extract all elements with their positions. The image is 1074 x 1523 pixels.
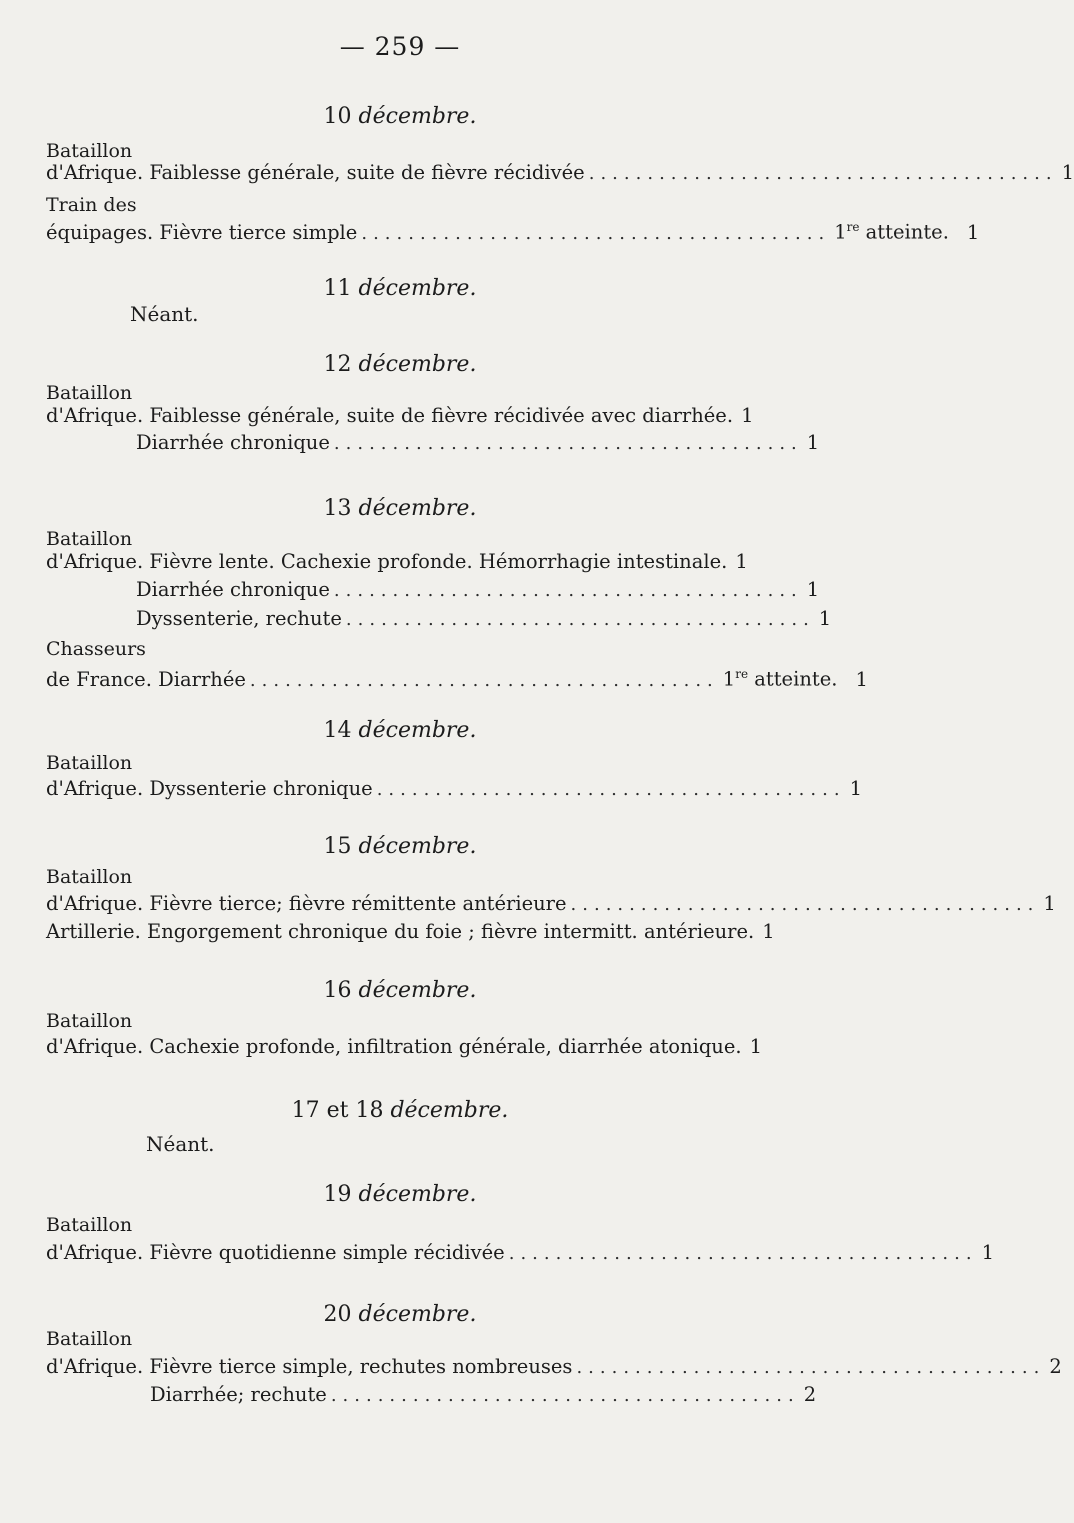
neant-text: Néant. <box>146 1132 215 1156</box>
leader-dots: ........................................ <box>330 1385 800 1406</box>
leader-dots: ........................................ <box>333 433 803 454</box>
unit-label-top: Train des <box>46 194 137 216</box>
case-count: 1 <box>855 667 868 691</box>
date-heading <box>0 1182 800 1207</box>
date-heading <box>0 978 800 1003</box>
entry-row <box>150 1382 817 1408</box>
case-count: 1 <box>818 607 832 630</box>
case-count: 1 <box>849 777 862 800</box>
date-number: 15 <box>323 834 352 859</box>
unit-name: d'Afrique. <box>46 404 144 427</box>
entry-row <box>136 430 820 456</box>
diagnosis: Fièvre tierce simple <box>159 220 358 244</box>
unit-label-top: Bataillon <box>46 528 133 550</box>
leader-dots: ........................................ <box>361 222 831 244</box>
date-heading <box>0 1098 800 1123</box>
unit-label-top: Bataillon <box>46 1010 133 1032</box>
case-count: 1 <box>741 404 754 427</box>
case-count: 1 <box>1043 892 1056 915</box>
unit-label-top: Bataillon <box>46 140 133 162</box>
leader-dots: ........................................ <box>345 609 815 630</box>
date-heading <box>0 352 800 377</box>
date-word: décembre. <box>358 1302 477 1327</box>
unit-label-top: Bataillon <box>46 866 133 888</box>
date-word: décembre. <box>358 978 477 1003</box>
neant-text: Néant. <box>130 302 199 326</box>
date-number: 19 <box>323 1182 352 1207</box>
date-number: 11 <box>323 276 352 301</box>
date-heading <box>0 496 800 521</box>
entry-row <box>46 160 1074 186</box>
date-number: 13 <box>323 496 352 521</box>
leader-dots: ........................................ <box>508 1243 978 1264</box>
entry-row <box>46 214 980 244</box>
leader-dots: ........................................ <box>376 779 846 800</box>
unit-name: d'Afrique. <box>46 777 144 800</box>
diagnosis: Dyssenterie, rechute <box>136 607 342 630</box>
diagnosis: Faiblesse générale, suite de fièvre récidivée <box>149 161 585 184</box>
entry-row <box>46 1240 995 1266</box>
diagnosis: Faiblesse générale, suite de fièvre récidivée avec diarrhée. <box>149 404 734 427</box>
date-word: décembre. <box>358 352 477 377</box>
diagnosis: Diarrhée <box>158 667 246 691</box>
diagnosis: Dyssenterie chronique <box>149 777 373 800</box>
case-count: 1 <box>1061 161 1074 184</box>
leader-dots: ........................................ <box>333 580 803 601</box>
date-word: décembre. <box>358 104 477 129</box>
case-count: 1 <box>735 550 748 573</box>
case-count: 1 <box>966 220 980 244</box>
leader-dots: ........................................ <box>249 669 719 691</box>
case-count: 1 <box>749 1035 763 1058</box>
leader-dots: ........................................ <box>576 1357 1046 1378</box>
unit-name: d'Afrique. <box>46 1241 144 1264</box>
unit-name: de France. <box>46 667 152 691</box>
case-count: 1 <box>762 920 775 943</box>
entry-row <box>136 577 820 603</box>
entry-row <box>46 661 868 691</box>
date-word: décembre. <box>390 1098 509 1123</box>
date-word: décembre. <box>358 496 477 521</box>
entry-row <box>46 1034 763 1060</box>
unit-name: équipages. <box>46 220 154 244</box>
entry-row <box>46 403 754 429</box>
diagnosis: Diarrhée; rechute <box>150 1383 327 1406</box>
date-word: décembre. <box>358 1182 477 1207</box>
diagnosis: Fièvre tierce; fièvre rémittente antérieure <box>149 892 567 915</box>
date-heading <box>0 1302 800 1327</box>
unit-name: d'Afrique. <box>46 1355 144 1378</box>
unit-name: d'Afrique. <box>46 550 144 573</box>
leader-dots: ........................................ <box>570 894 1040 915</box>
diagnosis: Fièvre lente. Cachexie profonde. Hémorrhagie intestinale. <box>149 550 728 573</box>
case-count: 1 <box>981 1241 995 1264</box>
case-count: 2 <box>803 1383 817 1406</box>
diagnosis: Cachexie profonde, infiltration générale, diarrhée atonique. <box>149 1035 742 1058</box>
unit-label-top: Chasseurs <box>46 638 146 660</box>
diagnosis: Diarrhée chronique <box>136 431 330 454</box>
unit-name: Artillerie. <box>46 920 141 943</box>
leader-dots: ........................................ <box>588 163 1058 184</box>
date-heading <box>0 718 800 743</box>
case-count: 1 <box>806 578 820 601</box>
diagnosis: Fièvre quotidienne simple récidivée <box>149 1241 505 1264</box>
entry-row <box>136 606 832 632</box>
date-number: 17 et 18 <box>291 1098 384 1123</box>
unit-label-top: Bataillon <box>46 1328 133 1350</box>
atteinte-note: 1re atteinte. <box>722 667 838 691</box>
entry-row <box>46 919 775 945</box>
date-word: décembre. <box>358 718 477 743</box>
entry-row <box>46 776 862 802</box>
date-number: 20 <box>323 1302 352 1327</box>
date-heading <box>0 276 800 301</box>
date-heading <box>0 834 800 859</box>
unit-name: d'Afrique. <box>46 892 144 915</box>
date-number: 14 <box>323 718 352 743</box>
unit-label-top: Bataillon <box>46 752 133 774</box>
date-number: 16 <box>323 978 352 1003</box>
date-heading <box>0 104 800 129</box>
diagnosis: Engorgement chronique du foie ; fièvre intermitt. antérieure. <box>147 920 755 943</box>
unit-label-top: Bataillon <box>46 382 133 404</box>
unit-name: d'Afrique. <box>46 1035 144 1058</box>
entry-row <box>46 1354 1062 1380</box>
date-word: décembre. <box>358 276 477 301</box>
unit-label-top: Bataillon <box>46 1214 133 1236</box>
date-number: 12 <box>323 352 352 377</box>
diagnosis: Fièvre tierce simple, rechutes nombreuses <box>149 1355 573 1378</box>
case-count: 2 <box>1049 1355 1062 1378</box>
atteinte-note: 1re atteinte. <box>834 220 949 244</box>
unit-name: d'Afrique. <box>46 161 144 184</box>
entry-row <box>46 549 748 575</box>
page-number: — 259 — <box>339 32 461 61</box>
entry-row <box>46 891 1056 917</box>
diagnosis: Diarrhée chronique <box>136 578 330 601</box>
date-number: 10 <box>323 104 352 129</box>
case-count: 1 <box>806 431 820 454</box>
date-word: décembre. <box>358 834 477 859</box>
